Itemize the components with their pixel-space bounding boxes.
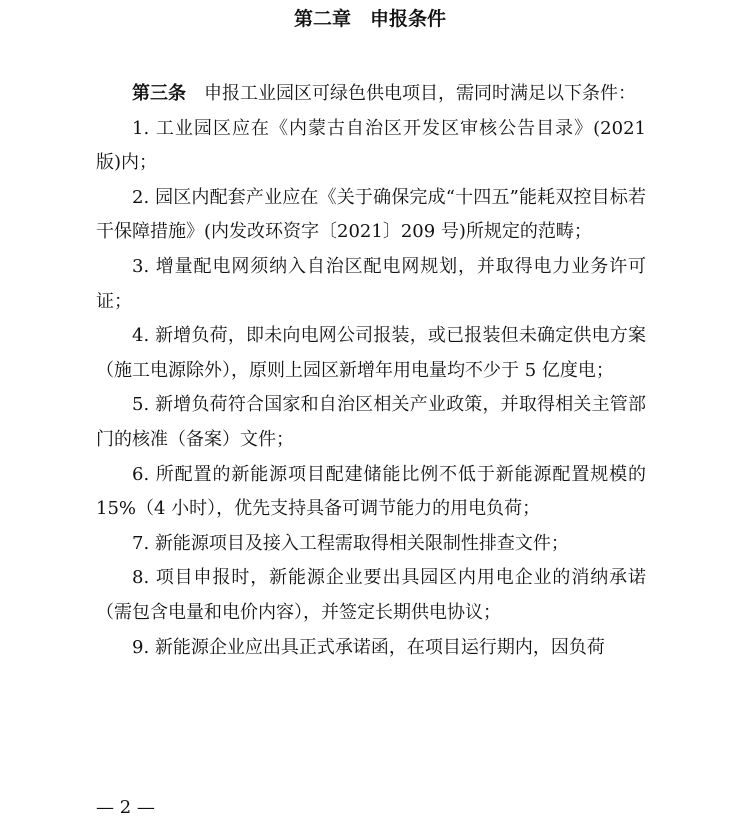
condition-item-7: 7. 新能源项目及接入工程需取得相关限制性排查文件； <box>132 532 569 554</box>
article-intro-text: 申报工业园区可绿色供电项目，需同时满足以下条件： <box>204 83 636 104</box>
condition-item-2: 2. 园区内配套产业应在《关于确保完成“十四五”能耗双控目标若干保障措施》(内发改环资字〔2021〕209 号)所规定的范畴； <box>96 186 646 243</box>
condition-item-9: 9. 新能源企业应出具正式承诺函，在项目运行期内，因负荷 <box>132 636 605 658</box>
chapter-title: 第二章 申报条件 <box>293 8 446 30</box>
page-number: — 2 — <box>96 797 155 818</box>
article-body <box>96 77 646 665</box>
article-intro-paragraph <box>96 77 646 112</box>
condition-item-8: 8. 项目申报时，新能源企业要出具园区内用电企业的消纳承诺（需包含电量和电价内容），并签定长期供电协议； <box>96 567 646 623</box>
article-label: 第三条 <box>132 83 186 104</box>
condition-item-1: 1. 工业园区应在《内蒙古自治区开发区审核公告目录》(2021版)内； <box>96 117 646 174</box>
condition-item-6: 6. 所配置的新能源项目配建储能比例不低于新能源配置规模的 15%（4 小时），优先支持具备可调节能力的用电负荷； <box>96 463 646 520</box>
condition-item-3: 3. 增量配电网须纳入自治区配电网规划，并取得电力业务许可证； <box>96 255 646 312</box>
condition-item-5: 5. 新增负荷符合国家和自治区相关产业政策，并取得相关主管部门的核准（备案）文件； <box>96 394 646 450</box>
condition-item-4: 4. 新增负荷，即未向电网公司报装，或已报装但未确定供电方案（施工电源除外），原则上园区新增年用电量均不少于 5 亿度电； <box>96 325 646 381</box>
